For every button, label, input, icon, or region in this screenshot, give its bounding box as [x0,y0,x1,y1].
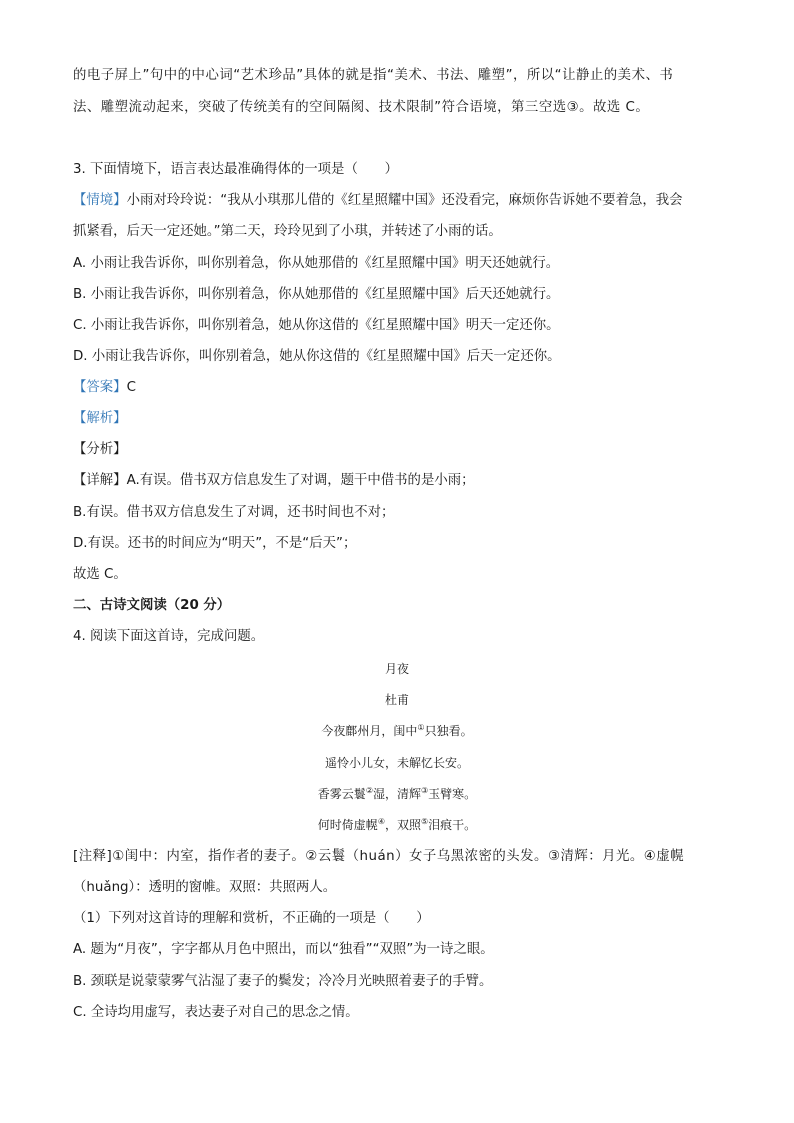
note-mark-1: ① [417,723,425,732]
q3-stem: 3. 下面情境下，语言表达最准确得体的一项是（ ） [73,162,399,177]
poem-line-4 [0,816,794,834]
q3-detail-line-2: B.有误。借书双方信息发生了对调，还书时间也不对； [73,505,395,520]
poem-line-3-a: 香雾云鬟 [317,787,366,801]
q3-option-a: A. 小雨让我告诉你，叫你别着急，你从她那借的《红星照耀中国》明天还她就行。 [73,256,560,271]
detail-text-1: A.有误。借书双方信息发生了对调，题干中借书的是小雨； [126,473,475,488]
q4-sub1-stem: （1）下列对这首诗的理解和赏析，不正确的一项是（ ） [73,911,430,926]
poem-line-3-b: 湿，清辉 [372,787,421,801]
q3-option-c: C. 小雨让我告诉你，叫你别着急，她从你这借的《红星照耀中国》明天一定还你。 [73,318,560,333]
q4-sub1-option-b: B. 颈联是说蒙蒙雾气沾湿了妻子的鬓发；冷冷月光映照着妻子的手臂。 [73,974,493,989]
q4-sub1-option-c: C. 全诗均用虚写，表达妻子对自己的思念之情。 [73,1005,359,1020]
poem-line-1 [0,722,794,740]
section-2-heading: 二、古诗文阅读（20 分） [73,598,231,613]
context-text-1: 小雨对玲玲说：“我从小琪那儿借的《红星照耀中国》还没看完，麻烦你告诉她不要着急，我会 [126,193,683,208]
q3-option-b: B. 小雨让我告诉你，叫你别着急，你从她那借的《红星照耀中国》后天还她就行。 [73,287,560,302]
fenxi-tag: 【分析】 [73,442,127,457]
q3-context-line-2: 抓紧看，后天一定还她。”第二天，玲玲见到了小琪，并转述了小雨的话。 [73,224,502,239]
q4-sub1-option-a: A. 题为“月夜”，字字都从月色中照出，而以“独看”“双照”为一诗之眼。 [73,942,494,957]
q3-answer [73,378,136,398]
poem-line-4-b: ，双照 [384,818,421,832]
q3-conclusion: 故选 C。 [73,567,127,582]
q3-context-line-1 [73,191,683,211]
poem-line-1-a: 今夜鄜州月，闺中 [321,724,418,738]
context-tag: 【情境】 [73,193,127,208]
analysis-tag: 【解析】 [73,411,127,426]
note-mark-2: ② [365,786,373,795]
poem-line-1-b: 只独看。 [424,724,473,738]
q4-stem: 4. 阅读下面这首诗，完成问题。 [73,629,265,644]
notes-line-1: [注释]①闺中：内室，指作者的妻子。②云鬟（huán）女子乌黑浓密的头发。③清辉：月光。④虚幌 [73,849,685,864]
answer-tag: 【答案】 [73,380,127,395]
poem-line-4-a: 何时倚虚幌 [317,818,378,832]
poem-author: 杜甫 [384,693,409,707]
prev-answer-line-2: 法、雕塑流动起来，突破了传统美有的空间隔阂、技术限制”符合语境，第三空选③。故选 C。 [73,100,650,115]
poem-title: 月夜 [384,662,409,676]
note-mark-3: ③ [421,786,429,795]
note-mark-4: ④ [377,817,385,826]
notes-line-2: （huǎng）：透明的窗帷。双照：共照两人。 [73,880,337,895]
poem-line-3-c: 玉臂寒。 [428,787,477,801]
detail-tag: 【详解】 [73,473,127,488]
prev-answer-line-1: 的电子屏上”句中的中心词“艺术珍品”具体的就是指“美术、书法、雕塑”，所以“让静止的美术、书 [73,68,674,83]
poem-line-4-c: 泪痕干。 [428,818,477,832]
q3-detail-line-1 [73,471,475,491]
q3-detail-line-3: D.有误。还书的时间应为“明天”，不是“后天”； [73,536,357,551]
poem-line-2: 遥怜小儿女，未解忆长安。 [324,756,469,770]
q3-option-d: D. 小雨让我告诉你，叫你别着急，她从你这借的《红星照耀中国》后天一定还你。 [73,349,561,364]
poem-line-3 [0,785,794,803]
note-mark-5: ⑤ [421,817,429,826]
answer-value: C [126,380,136,395]
